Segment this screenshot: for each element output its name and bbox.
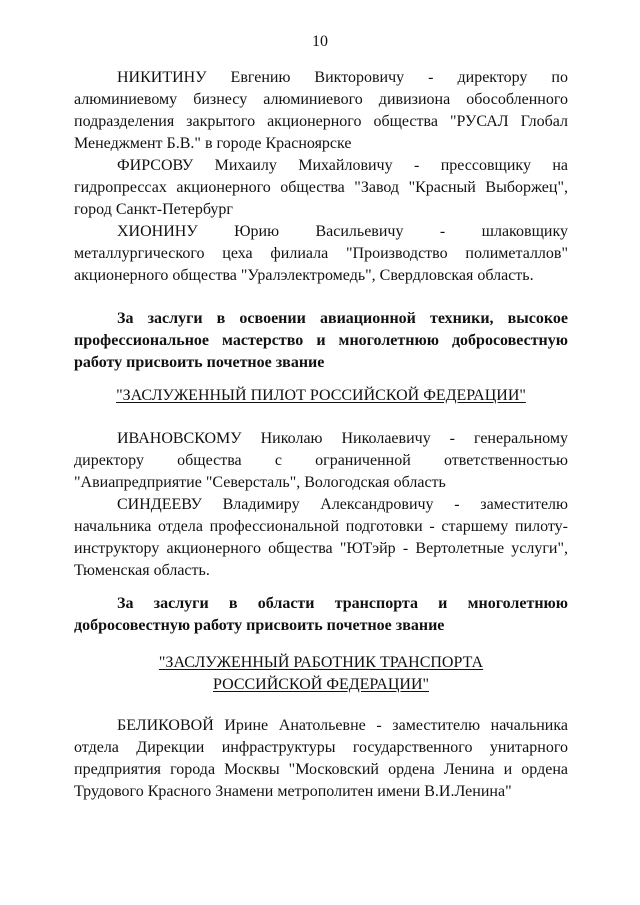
award-heading: За заслуги в области транспорта и многолетнюю добросовестную работу присвоить почетное звание <box>74 595 568 634</box>
page-number: 10 <box>312 33 328 50</box>
honorary-title-line-1: "ЗАСЛУЖЕННЫЙ РАБОТНИК ТРАНСПОРТА <box>158 654 484 671</box>
award-entry: СИНДЕЕВУ Владимиру Александровичу - заместителю начальника отдела профессиональной подготовки - старшему пилоту-инструктору акционерного общества "ЮТэйр - Вертолетные услуги", Тюменская область. <box>74 496 568 579</box>
award-entry: НИКИТИНУ Евгению Викторовичу - директору по алюминиевому бизнесу алюминиевого дивизиона обособленного подразделения закрытого акционерного общества "РУСАЛ Глобал Менеджмент Б.В." в городе Красноярске <box>74 69 568 152</box>
award-entry: ИВАНОВСКОМУ Николаю Николаевичу - генеральному директору общества с ограниченной ответственностью "Авиапредприятие "Северсталь", Вологодская область <box>74 430 568 491</box>
honorary-title-line-2: РОССИЙСКОЙ ФЕДЕРАЦИИ" <box>212 676 430 693</box>
award-entry: ФИРСОВУ Михаилу Михайловичу - прессовщику на гидропрессах акционерного общества "Завод "Красный Выборжец", город Санкт-Петербург <box>74 157 568 218</box>
honorary-title: "ЗАСЛУЖЕННЫЙ ПИЛОТ РОССИЙСКОЙ ФЕДЕРАЦИИ" <box>116 387 526 404</box>
award-entry: БЕЛИКОВОЙ Ирине Анатольевне - заместителю начальника отдела Дирекции инфраструктуры государственного унитарного предприятия города Москвы "Московский ордена Ленина и ордена Трудового Красного Знамени метрополитен имени В.И.Ленина" <box>74 717 568 800</box>
award-entry: ХИОНИНУ Юрию Васильевичу - шлаковщику металлургического цеха филиала "Производство полиметаллов" акционерного общества "Уралэлектромедь", Свердловская область. <box>74 223 568 284</box>
award-heading: За заслуги в освоении авиационной техники, высокое профессиональное мастерство и многолетнюю добросовестную работу присвоить почетное звание <box>74 310 568 371</box>
